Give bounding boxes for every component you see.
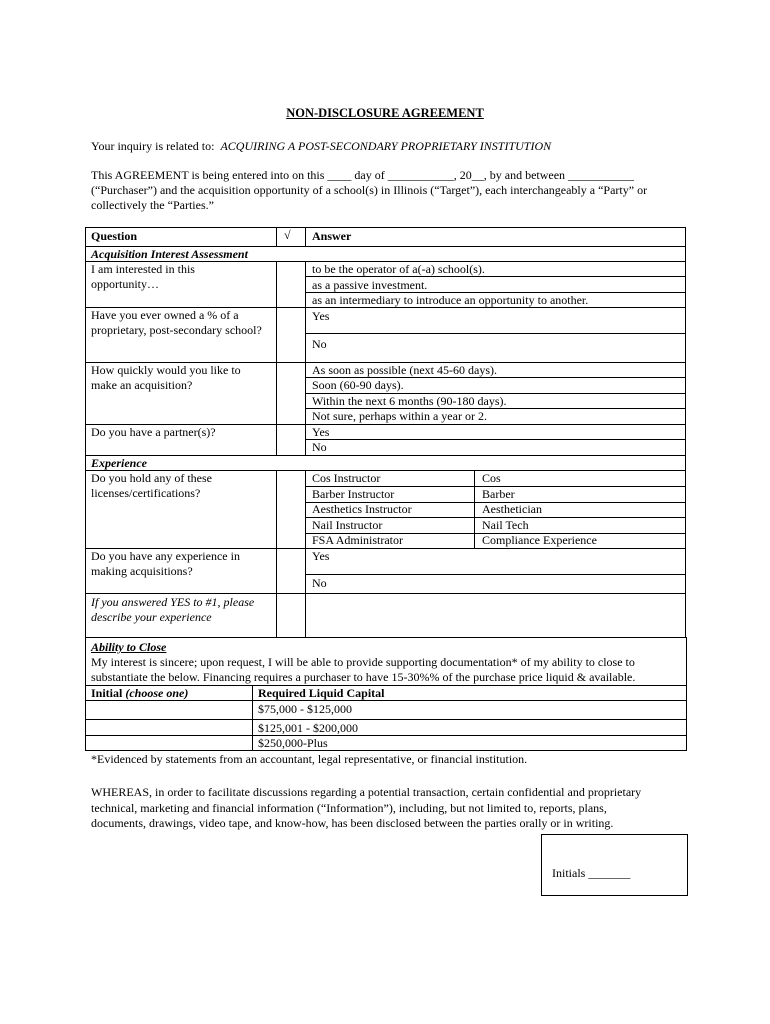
header-question: Question [91, 229, 138, 243]
document-title: NON-DISCLOSURE AGREEMENT [286, 106, 484, 120]
a-acq-exp-yes[interactable]: Yes [312, 549, 330, 563]
q-quickly-2: make an acquisition? [91, 378, 193, 392]
a-owned-yes[interactable]: Yes [312, 309, 330, 323]
capital-label: Required Liquid Capital [258, 686, 385, 700]
q-describe-1: If you answered YES to #1, please [91, 595, 255, 609]
license-cos-instructor[interactable]: Cos Instructor [312, 471, 381, 485]
a-interest-passive[interactable]: as a passive investment. [312, 278, 428, 292]
initials-label: Initials _______ [552, 866, 631, 880]
intro-line-2: (“Purchaser”) and the acquisition opportunity of a school(s) in Illinois (“Target”), each interchangeably a “Party” or [91, 183, 648, 197]
header-check: √ [284, 228, 291, 242]
license-aesthetician[interactable]: Aesthetician [482, 502, 542, 516]
section-experience: Experience [91, 456, 147, 470]
initial-field-2[interactable] [86, 720, 252, 735]
license-barber[interactable]: Barber [482, 487, 515, 501]
initial-field-3[interactable] [86, 736, 252, 750]
q-partner: Do you have a partner(s)? [91, 425, 216, 439]
q-owned-1: Have you ever owned a % of a [91, 308, 239, 322]
initial-hint: (choose one) [125, 686, 189, 700]
q-interest-1: I am interested in this [91, 262, 195, 276]
describe-experience-field[interactable] [306, 594, 685, 636]
capital-option-3: $250,000-Plus [258, 736, 328, 750]
inquiry-label: Your inquiry is related to: [91, 139, 215, 153]
a-quickly-soon[interactable]: Soon (60-90 days). [312, 378, 404, 392]
a-quickly-not-sure[interactable]: Not sure, perhaps within a year or 2. [312, 409, 487, 423]
capital-option-2: $125,001 - $200,000 [258, 721, 358, 735]
initials-box[interactable] [541, 834, 688, 896]
license-fsa-administrator[interactable]: FSA Administrator [312, 533, 404, 547]
q-acq-exp-1: Do you have any experience in [91, 549, 240, 563]
inquiry-line [91, 139, 551, 155]
q-licenses-2: licenses/certifications? [91, 486, 201, 500]
whereas-line-3: documents, drawings, video tape, and know-how, has been disclosed between the parties orally or in writing. [91, 816, 614, 830]
whereas-line-1: WHEREAS, in order to facilitate discussions regarding a potential transaction, certain confidential and proprietary [91, 785, 642, 799]
initial-label: Initial [91, 686, 123, 700]
a-quickly-6months[interactable]: Within the next 6 months (90-180 days). [312, 394, 507, 408]
section-acquisition: Acquisition Interest Assessment [91, 247, 248, 261]
a-interest-operator[interactable]: to be the operator of a(-a) school(s). [312, 262, 485, 276]
a-partner-yes[interactable]: Yes [312, 425, 330, 439]
license-cos[interactable]: Cos [482, 471, 501, 485]
initial-header [91, 686, 188, 701]
license-aesthetics-instructor[interactable]: Aesthetics Instructor [312, 502, 412, 516]
q-acq-exp-2: making acquisitions? [91, 564, 193, 578]
a-interest-intermediary[interactable]: as an intermediary to introduce an opportunity to another. [312, 293, 589, 307]
ability-text-1: My interest is sincere; upon request, I will be able to provide supporting documentation* of my ability to close to [91, 655, 635, 669]
intro-line-1: This AGREEMENT is being entered into on this ____ day of ___________, 20__, by and between ___________ [91, 168, 635, 182]
q-quickly-1: How quickly would you like to [91, 363, 241, 377]
initial-field-1[interactable] [86, 701, 252, 719]
footnote: *Evidenced by statements from an accountant, legal representative, or financial institution. [91, 752, 528, 766]
q-licenses-1: Do you hold any of these [91, 471, 212, 485]
a-owned-no[interactable]: No [312, 337, 327, 351]
header-answer: Answer [312, 229, 352, 243]
license-compliance[interactable]: Compliance Experience [482, 533, 597, 547]
whereas-line-2: technical, marketing and financial information (“Information”), including, but not limited to, reports, plans, [91, 801, 607, 815]
ability-text-2: substantiate the below. Financing requires a purchaser to have 15-30%% of the purchase price liquid & available. [91, 670, 636, 684]
q-interest-2: opportunity… [91, 277, 159, 291]
q-describe-2: describe your experience [91, 610, 212, 624]
capital-option-1: $75,000 - $125,000 [258, 702, 352, 716]
inquiry-value: ACQUIRING A POST-SECONDARY PROPRIETARY INSTITUTION [220, 139, 552, 153]
a-partner-no[interactable]: No [312, 440, 327, 454]
license-nail-instructor[interactable]: Nail Instructor [312, 518, 383, 532]
intro-line-3: collectively the “Parties.” [91, 198, 214, 212]
q-owned-2: proprietary, post-secondary school? [91, 323, 262, 337]
license-nail-tech[interactable]: Nail Tech [482, 518, 529, 532]
a-quickly-asap[interactable]: As soon as possible (next 45-60 days). [312, 363, 497, 377]
license-barber-instructor[interactable]: Barber Instructor [312, 487, 395, 501]
a-acq-exp-no[interactable]: No [312, 576, 327, 590]
section-ability: Ability to Close [91, 640, 167, 654]
